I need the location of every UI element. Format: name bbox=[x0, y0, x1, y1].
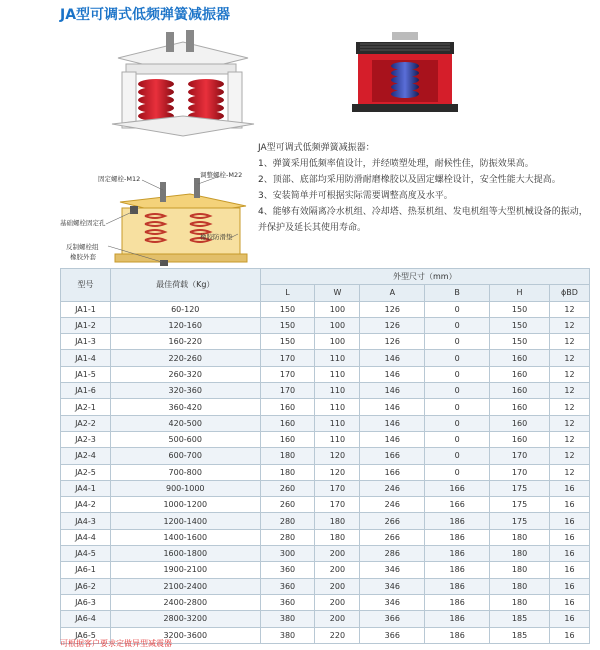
table-cell: 180 bbox=[490, 562, 550, 578]
table-cell: 1400-1600 bbox=[110, 529, 260, 545]
table-cell: 160 bbox=[260, 431, 315, 447]
table-cell: JA4-1 bbox=[61, 480, 111, 496]
table-cell: 146 bbox=[360, 350, 425, 366]
table-cell: JA6-2 bbox=[61, 578, 111, 594]
table-row bbox=[61, 383, 590, 399]
table-cell: 600-700 bbox=[110, 448, 260, 464]
table-cell: 150 bbox=[490, 301, 550, 317]
table-cell: 700-800 bbox=[110, 464, 260, 480]
table-cell: 185 bbox=[490, 611, 550, 627]
description-point: 2、顶部、底部均采用防滑耐磨橡胶以及固定螺栓设计，安全性能大大提高。 bbox=[258, 175, 561, 185]
table-cell: 286 bbox=[360, 546, 425, 562]
table-cell: JA6-1 bbox=[61, 562, 111, 578]
table-cell: 200 bbox=[315, 546, 360, 562]
table-cell: 0 bbox=[425, 317, 490, 333]
table-cell: 0 bbox=[425, 448, 490, 464]
table-body bbox=[61, 301, 590, 643]
table-cell: 12 bbox=[549, 448, 589, 464]
table-cell: 16 bbox=[549, 497, 589, 513]
table-cell: JA6-4 bbox=[61, 611, 111, 627]
table-cell: 60-120 bbox=[110, 301, 260, 317]
table-cell: 1200-1400 bbox=[110, 513, 260, 529]
table-cell: 266 bbox=[360, 529, 425, 545]
table-cell: JA1-6 bbox=[61, 383, 111, 399]
table-cell: 16 bbox=[549, 546, 589, 562]
table-cell: 146 bbox=[360, 383, 425, 399]
table-cell: 120 bbox=[315, 464, 360, 480]
table-cell: 266 bbox=[360, 513, 425, 529]
table-cell: 110 bbox=[315, 350, 360, 366]
table-row bbox=[61, 334, 590, 350]
table-cell: 180 bbox=[490, 578, 550, 594]
table-cell: JA1-3 bbox=[61, 334, 111, 350]
table-row bbox=[61, 301, 590, 317]
table-cell: 16 bbox=[549, 562, 589, 578]
table-cell: 16 bbox=[549, 529, 589, 545]
table-row bbox=[61, 594, 590, 610]
table-cell: 170 bbox=[315, 480, 360, 496]
table-cell: 185 bbox=[490, 627, 550, 643]
table-cell: 2800-3200 bbox=[110, 611, 260, 627]
table-cell: 280 bbox=[260, 513, 315, 529]
table-cell: 360-420 bbox=[110, 399, 260, 415]
table-cell: 126 bbox=[360, 334, 425, 350]
table-cell: JA4-4 bbox=[61, 529, 111, 545]
table-cell: JA4-2 bbox=[61, 497, 111, 513]
table-cell: 12 bbox=[549, 317, 589, 333]
label-adjust-bolt: 调整螺栓-M22 bbox=[200, 171, 243, 179]
table-cell: 280 bbox=[260, 529, 315, 545]
table-cell: 170 bbox=[490, 448, 550, 464]
table-cell: 0 bbox=[425, 301, 490, 317]
table-row bbox=[61, 415, 590, 431]
table-cell: 300 bbox=[260, 546, 315, 562]
table-cell: 160 bbox=[490, 366, 550, 382]
table-row bbox=[61, 366, 590, 382]
table-cell: 0 bbox=[425, 415, 490, 431]
table-cell: 186 bbox=[425, 546, 490, 562]
structure-diagram bbox=[60, 168, 260, 268]
table-cell: 150 bbox=[490, 334, 550, 350]
table-cell: 180 bbox=[490, 546, 550, 562]
table-cell: 200 bbox=[315, 594, 360, 610]
table-cell: 180 bbox=[490, 529, 550, 545]
table-cell: 160 bbox=[490, 350, 550, 366]
table-cell: 1600-1800 bbox=[110, 546, 260, 562]
table-cell: 186 bbox=[425, 627, 490, 643]
header-dims: 外型尺寸（mm） bbox=[260, 269, 589, 285]
table-cell: 146 bbox=[360, 366, 425, 382]
table-row bbox=[61, 464, 590, 480]
table-cell: 186 bbox=[425, 562, 490, 578]
table-row bbox=[61, 317, 590, 333]
label-rubber-pad: 橡胶防滑垫 bbox=[200, 233, 233, 241]
spec-table bbox=[60, 268, 590, 644]
table-cell: JA6-5 bbox=[61, 627, 111, 643]
table-cell: JA2-3 bbox=[61, 431, 111, 447]
table-cell: 3200-3600 bbox=[110, 627, 260, 643]
table-cell: 0 bbox=[425, 366, 490, 382]
table-cell: JA4-5 bbox=[61, 546, 111, 562]
table-cell: JA2-5 bbox=[61, 464, 111, 480]
table-cell: 12 bbox=[549, 399, 589, 415]
table-cell: JA1-4 bbox=[61, 350, 111, 366]
table-row bbox=[61, 529, 590, 545]
table-cell: 380 bbox=[260, 611, 315, 627]
table-cell: 166 bbox=[360, 464, 425, 480]
table-cell: 100 bbox=[315, 301, 360, 317]
table-cell: JA2-4 bbox=[61, 448, 111, 464]
table-cell: 420-500 bbox=[110, 415, 260, 431]
table-cell: 246 bbox=[360, 480, 425, 496]
table-cell: 260 bbox=[260, 497, 315, 513]
label-reverse-bolt: 反制螺栓组 bbox=[66, 243, 99, 251]
table-cell: 1000-1200 bbox=[110, 497, 260, 513]
table-cell: 110 bbox=[315, 415, 360, 431]
header-b: B bbox=[425, 285, 490, 301]
table-cell: 160 bbox=[260, 399, 315, 415]
table-cell: 0 bbox=[425, 399, 490, 415]
header-bd: ϕBD bbox=[549, 285, 589, 301]
table-cell: 2400-2800 bbox=[110, 594, 260, 610]
table-row bbox=[61, 431, 590, 447]
table-cell: 175 bbox=[490, 497, 550, 513]
table-cell: 2100-2400 bbox=[110, 578, 260, 594]
table-cell: 160 bbox=[490, 415, 550, 431]
table-cell: 12 bbox=[549, 415, 589, 431]
description-point: 1、弹簧采用低频率值设计，并经喷塑处理，耐候性佳，防振效果高。 bbox=[258, 159, 534, 169]
table-cell: 170 bbox=[260, 350, 315, 366]
table-cell: 150 bbox=[260, 301, 315, 317]
table-row bbox=[61, 513, 590, 529]
table-row bbox=[61, 350, 590, 366]
table-cell: JA2-1 bbox=[61, 399, 111, 415]
table-cell: 16 bbox=[549, 578, 589, 594]
table-cell: 160 bbox=[490, 399, 550, 415]
table-row bbox=[61, 611, 590, 627]
table-cell: 16 bbox=[549, 611, 589, 627]
table-cell: 12 bbox=[549, 464, 589, 480]
table-cell: 12 bbox=[549, 350, 589, 366]
table-cell: 126 bbox=[360, 317, 425, 333]
table-cell: 110 bbox=[315, 366, 360, 382]
table-row bbox=[61, 480, 590, 496]
header-model: 型号 bbox=[61, 269, 111, 302]
footer-note: 可根据客户要求定做异型减震器 bbox=[60, 639, 172, 648]
table-cell: 110 bbox=[315, 399, 360, 415]
table-cell: 186 bbox=[425, 513, 490, 529]
table-cell: JA1-2 bbox=[61, 317, 111, 333]
table-cell: 0 bbox=[425, 431, 490, 447]
table-cell: 346 bbox=[360, 594, 425, 610]
table-cell: 1900-2100 bbox=[110, 562, 260, 578]
table-cell: 170 bbox=[490, 464, 550, 480]
table-cell: 175 bbox=[490, 513, 550, 529]
table-cell: 16 bbox=[549, 627, 589, 643]
table-row bbox=[61, 399, 590, 415]
table-cell: 170 bbox=[315, 497, 360, 513]
table-cell: JA4-3 bbox=[61, 513, 111, 529]
table-cell: 180 bbox=[260, 448, 315, 464]
table-cell: 360 bbox=[260, 578, 315, 594]
table-cell: 380 bbox=[260, 627, 315, 643]
table-cell: 186 bbox=[425, 578, 490, 594]
table-cell: JA1-5 bbox=[61, 366, 111, 382]
table-cell: 346 bbox=[360, 578, 425, 594]
table-cell: 220-260 bbox=[110, 350, 260, 366]
table-cell: 146 bbox=[360, 431, 425, 447]
table-row bbox=[61, 497, 590, 513]
table-cell: 12 bbox=[549, 431, 589, 447]
table-cell: 166 bbox=[360, 448, 425, 464]
label-rubber-sleeve: 橡胶外套 bbox=[70, 253, 96, 261]
table-cell: 260-320 bbox=[110, 366, 260, 382]
table-cell: 346 bbox=[360, 562, 425, 578]
table-cell: 220 bbox=[315, 627, 360, 643]
white-mount-photo bbox=[108, 28, 258, 140]
table-cell: 120-160 bbox=[110, 317, 260, 333]
table-cell: 16 bbox=[549, 594, 589, 610]
table-cell: 150 bbox=[260, 334, 315, 350]
table-cell: 12 bbox=[549, 301, 589, 317]
table-cell: 320-360 bbox=[110, 383, 260, 399]
table-cell: 160 bbox=[260, 415, 315, 431]
table-cell: 360 bbox=[260, 594, 315, 610]
table-row bbox=[61, 448, 590, 464]
table-cell: 246 bbox=[360, 497, 425, 513]
table-cell: 0 bbox=[425, 464, 490, 480]
table-cell: 180 bbox=[315, 513, 360, 529]
table-cell: 100 bbox=[315, 334, 360, 350]
table-cell: 126 bbox=[360, 301, 425, 317]
description-heading: JA型可调式低频弹簧减振器： bbox=[258, 143, 375, 153]
table-cell: 180 bbox=[315, 529, 360, 545]
table-cell: JA1-1 bbox=[61, 301, 111, 317]
table-cell: 366 bbox=[360, 611, 425, 627]
header-a: A bbox=[360, 285, 425, 301]
table-cell: 150 bbox=[260, 317, 315, 333]
header-h: H bbox=[490, 285, 550, 301]
table-cell: 200 bbox=[315, 562, 360, 578]
table-cell: 146 bbox=[360, 399, 425, 415]
label-base-hole: 基础螺栓固定孔 bbox=[60, 219, 106, 227]
table-cell: 16 bbox=[549, 513, 589, 529]
table-cell: 120 bbox=[315, 448, 360, 464]
table-cell: 900-1000 bbox=[110, 480, 260, 496]
table-cell: 175 bbox=[490, 480, 550, 496]
table-cell: 186 bbox=[425, 611, 490, 627]
table-cell: 16 bbox=[549, 480, 589, 496]
table-cell: JA2-2 bbox=[61, 415, 111, 431]
table-cell: 200 bbox=[315, 611, 360, 627]
table-cell: 146 bbox=[360, 415, 425, 431]
table-cell: 0 bbox=[425, 383, 490, 399]
table-cell: 0 bbox=[425, 350, 490, 366]
description bbox=[258, 140, 588, 236]
label-fixed-bolt: 固定螺栓-M12 bbox=[98, 175, 141, 183]
table-cell: 110 bbox=[315, 431, 360, 447]
table-cell: 12 bbox=[549, 334, 589, 350]
table-cell: 170 bbox=[260, 383, 315, 399]
table-row bbox=[61, 562, 590, 578]
table-cell: 150 bbox=[490, 317, 550, 333]
page-title: JA型可调式低频弹簧减振器 bbox=[60, 7, 231, 23]
table-cell: 170 bbox=[260, 366, 315, 382]
red-mount-photo bbox=[350, 30, 460, 116]
table-cell: 260 bbox=[260, 480, 315, 496]
table-cell: 110 bbox=[315, 383, 360, 399]
header-load: 最佳荷载（Kg） bbox=[110, 269, 260, 302]
table-cell: 366 bbox=[360, 627, 425, 643]
header-l: L bbox=[260, 285, 315, 301]
table-cell: 12 bbox=[549, 383, 589, 399]
table-cell: 160 bbox=[490, 431, 550, 447]
table-cell: 360 bbox=[260, 562, 315, 578]
table-cell: 166 bbox=[425, 497, 490, 513]
table-cell: 0 bbox=[425, 334, 490, 350]
description-point: 3、安装简单并可根据实际需要调整高度及水平。 bbox=[258, 191, 453, 201]
table-cell: 180 bbox=[490, 594, 550, 610]
table-cell: 186 bbox=[425, 594, 490, 610]
table-cell: JA6-3 bbox=[61, 594, 111, 610]
table-cell: 160-220 bbox=[110, 334, 260, 350]
description-point: 4、能够有效隔离冷水机组、冷却塔、热泵机组、发电机组等大型机械设备的振动，并保护及延长其使用寿命。 bbox=[258, 207, 588, 233]
table-cell: 180 bbox=[260, 464, 315, 480]
table-cell: 186 bbox=[425, 529, 490, 545]
table-row bbox=[61, 546, 590, 562]
table-cell: 12 bbox=[549, 366, 589, 382]
table-cell: 500-600 bbox=[110, 431, 260, 447]
table-cell: 166 bbox=[425, 480, 490, 496]
table-cell: 100 bbox=[315, 317, 360, 333]
header-w: W bbox=[315, 285, 360, 301]
table-cell: 200 bbox=[315, 578, 360, 594]
table-row bbox=[61, 578, 590, 594]
table-cell: 160 bbox=[490, 383, 550, 399]
